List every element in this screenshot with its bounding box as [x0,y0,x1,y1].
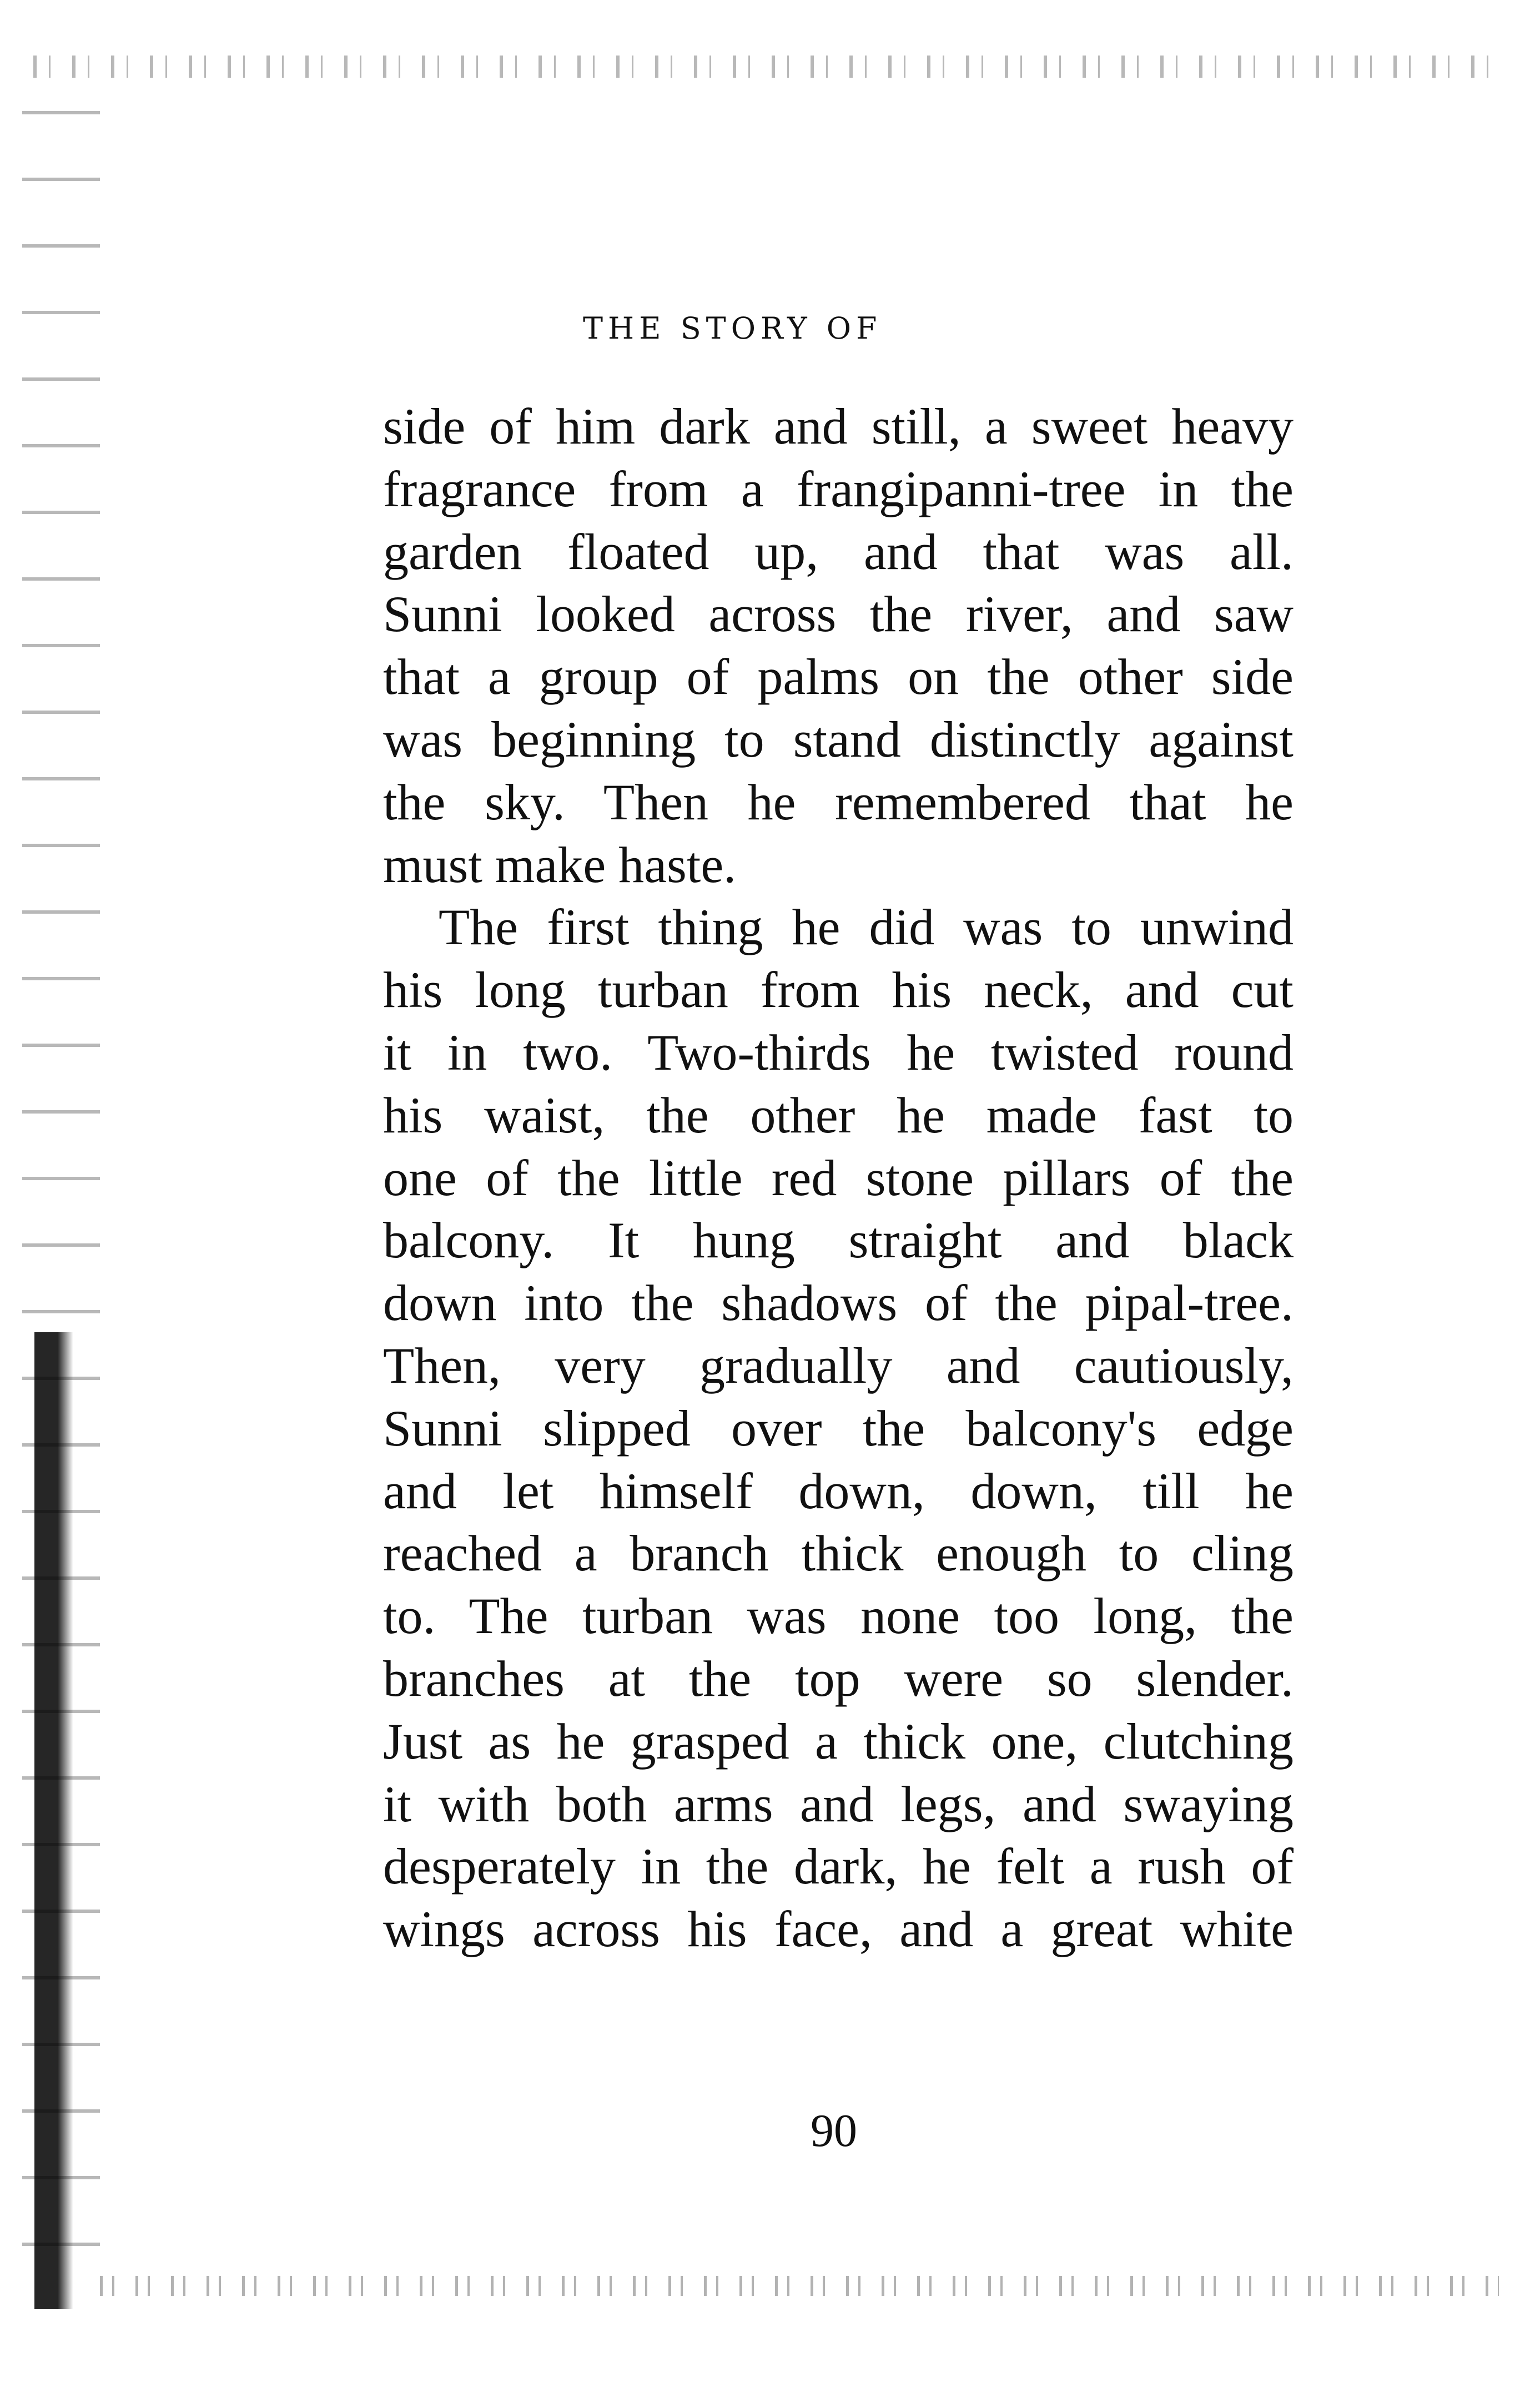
scan-edge-top [33,56,1504,78]
text-line: balcony. It hung straight and black [383,1212,1294,1269]
text-line: Just as he grasped a thick one, clutching [383,1712,1294,1770]
text-line: The first thing he did was to unwind [439,899,1294,956]
text-line: his long turban from his neck, and cut [383,961,1294,1019]
text-line: Sunni looked across the river, and saw [383,586,1294,643]
text-line: was beginning to stand distinctly against [383,711,1294,768]
text-line: fragrance from a frangipanni-tree in the [383,460,1294,517]
text-line: desperately in the dark, he felt a rush of [383,1838,1294,1895]
text-line: it in two. Two-thirds he twisted round [383,1024,1294,1081]
text-line: the sky. Then he remembered that he [383,773,1294,830]
scan-edge-bottom [100,2276,1499,2296]
scan-edge-left-shadow [34,1332,73,2309]
text-line: reached a branch thick enough to cling [383,1525,1294,1582]
running-header: THE STORY OF [583,311,882,346]
text-line: one of the little red stone pillars of the [383,1149,1294,1206]
text-line: wings across his face, and a great white [383,1901,1294,1958]
text-line: that a group of palms on the other side [383,648,1294,706]
text-line: branches at the top were so slender. [383,1650,1294,1707]
text-line: down into the shadows of the pipal-tree. [383,1274,1294,1332]
text-line: must make haste. [383,836,737,893]
text-line: and let himself down, down, till he [383,1462,1294,1519]
text-line: it with both arms and legs, and swaying [383,1775,1294,1832]
body-text [383,395,1294,1961]
text-line: Sunni slipped over the balcony's edge [383,1399,1294,1457]
text-line: to. The turban was none too long, the [383,1588,1294,1645]
page-number: 90 [811,2105,857,2157]
text-line: his waist, the other he made fast to [383,1086,1294,1143]
text-line: Then, very gradually and cautiously, [383,1337,1294,1394]
text-line: side of him dark and still, a sweet heavy [383,398,1294,455]
text-line: garden floated up, and that was all. [383,523,1294,580]
